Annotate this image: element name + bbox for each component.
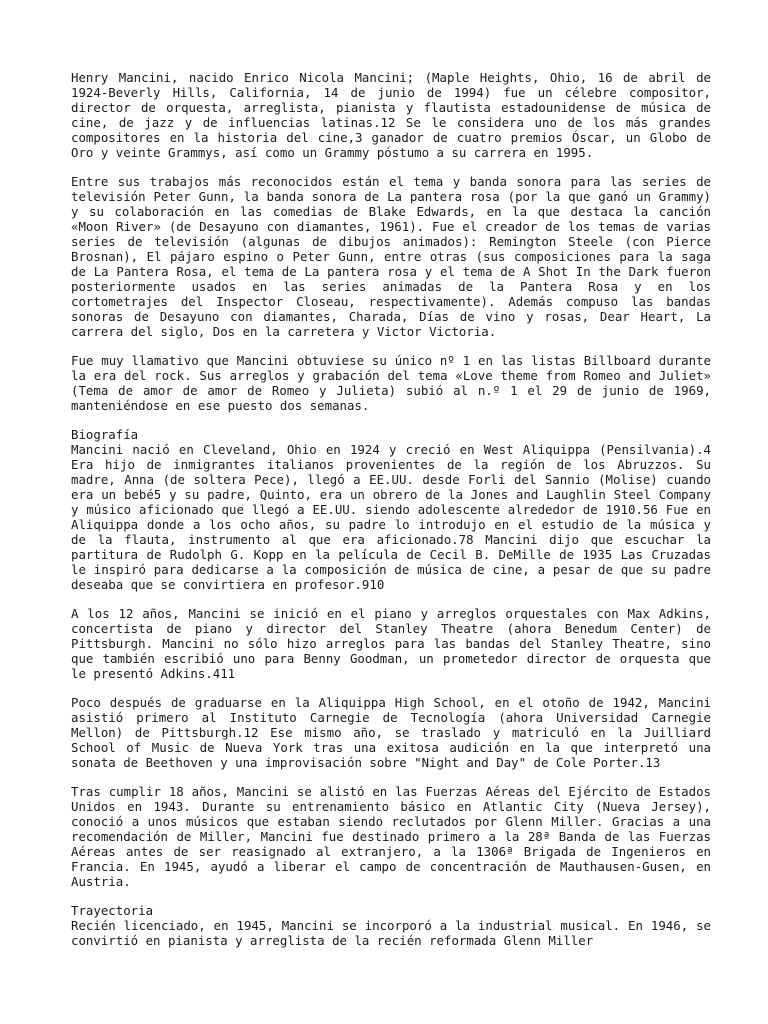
section-heading-biografia: Biografía — [71, 427, 139, 442]
intro-paragraph-1: Henry Mancini, nacido Enrico Nicola Mancini; (Maple Heights, Ohio, 16 de abril de 1924-Beverly Hills, California, 14 de junio de 1994) fue un célebre compositor, director de orquesta, arreglista, pianista y flautista estadounidense de música de cine, de jazz y de influencias latinas.12 Se le considera uno de los más grandes compositores en la historia del cine,3 ganador de cuatro premios Óscar, un Globo de Oro y veinte Grammys, así como un Grammy póstumo a su carrera en 1995. — [71, 70, 711, 160]
biografia-paragraph-1: Mancini nació en Cleveland, Ohio en 1924 y creció en West Aliquippa (Pensilvania).4 Era hijo de inmigrantes italianos provenientes de la región de los Abruzzos. Su madre, Anna (de soltera Pece), llegó a EE.UU. desde Forli del Sannio (Molise) cuando era un bebé5 y su padre, Quinto, era un obrero de la Jones and Laughlin Steel Company y músico aficionado que llegó a EE.UU. siendo adolescente alrededor de 1910.56 Fue en Aliquippa donde a los ocho años, su padre lo introdujo en el estudio de la música y de la flauta, instrumento al que era aficionado.78 Mancini dijo que escuchar la partitura de Rudolph G. Kopp en la película de Cecil B. DeMille de 1935 Las Cruzadas le inspiró para dedicarse a la composición de música de cine, a pesar de que su padre deseaba que se convirtiera en profesor.910 — [71, 442, 711, 592]
biografia-paragraph-2: A los 12 años, Mancini se inició en el piano y arreglos orquestales con Max Adkins, concertista de piano y director del Stanley Theatre (ahora Benedum Center) de Pittsburgh. Mancini no sólo hizo arreglos para las bandas del Stanley Theatre, sino que también escribió uno para Benny Goodman, un prometedor director de orquesta que le presentó Adkins.411 — [71, 606, 711, 681]
document-page — [71, 70, 711, 962]
biografia-paragraph-3: Poco después de graduarse en la Aliquippa High School, en el otoño de 1942, Mancini asistió primero al Instituto Carnegie de Tecnología (ahora Universidad Carnegie Mellon) de Pittsburgh.12 Ese mismo año, se traslado y matriculó en la Juilliard School of Music de Nueva York tras una exitosa audición en la que interpretó una sonata de Beethoven y una improvisación sobre "Night and Day" de Cole Porter.13 — [71, 695, 711, 770]
trayectoria-paragraph-1: Recién licenciado, en 1945, Mancini se incorporó a la industrial musical. En 1946, se convirtió en pianista y arreglista de la recién reformada Glenn Miller — [71, 918, 711, 948]
intro-paragraph-3: Fue muy llamativo que Mancini obtuviese su único nº 1 en las listas Billboard durante la era del rock. Sus arreglos y grabación del tema «Love theme from Romeo and Juliet» (Tema de amor de amor de Romeo y Julieta) subió al n.º 1 el 29 de junio de 1969, manteniéndose en ese puesto dos semanas. — [71, 353, 711, 413]
intro-paragraph-2: Entre sus trabajos más reconocidos están el tema y banda sonora para las series de televisión Peter Gunn, la banda sonora de La pantera rosa (por la que ganó un Grammy) y su colaboración en las comedias de Blake Edwards, en la que destaca la canción «Moon River» (de Desayuno con diamantes, 1961). Fue el creador de los temas de varias series de televisión (algunas de dibujos animados): Remington Steele (con Pierce Brosnan), El pájaro espino o Peter Gunn, entre otras (sus composiciones para la saga de La Pantera Rosa, el tema de La pantera rosa y el tema de A Shot In the Dark fueron posteriormente usados en las series animadas de la Pantera Rosa y en los cortometrajes del Inspector Closeau, respectivamente). Además compuso las bandas sonoras de Desayuno con diamantes, Charada, Días de vino y rosas, Dear Heart, La carrera del siglo, Dos en la carretera y Victor Victoria. — [71, 174, 711, 339]
biografia-paragraph-4: Tras cumplir 18 años, Mancini se alistó en las Fuerzas Aéreas del Ejército de Estados Unidos en 1943. Durante su entrenamiento básico en Atlantic City (Nueva Jersey), conoció a unos músicos que estaban siendo reclutados por Glenn Miller. Gracias a una recomendación de Miller, Mancini fue destinado primero a la 28ª Banda de las Fuerzas Aéreas antes de ser reasignado al extranjero, a la 1306ª Brigada de Ingenieros en Francia. En 1945, ayudó a liberar el campo de concentración de Mauthausen-Gusen, en Austria. — [71, 784, 711, 889]
section-heading-trayectoria: Trayectoria — [71, 903, 154, 918]
